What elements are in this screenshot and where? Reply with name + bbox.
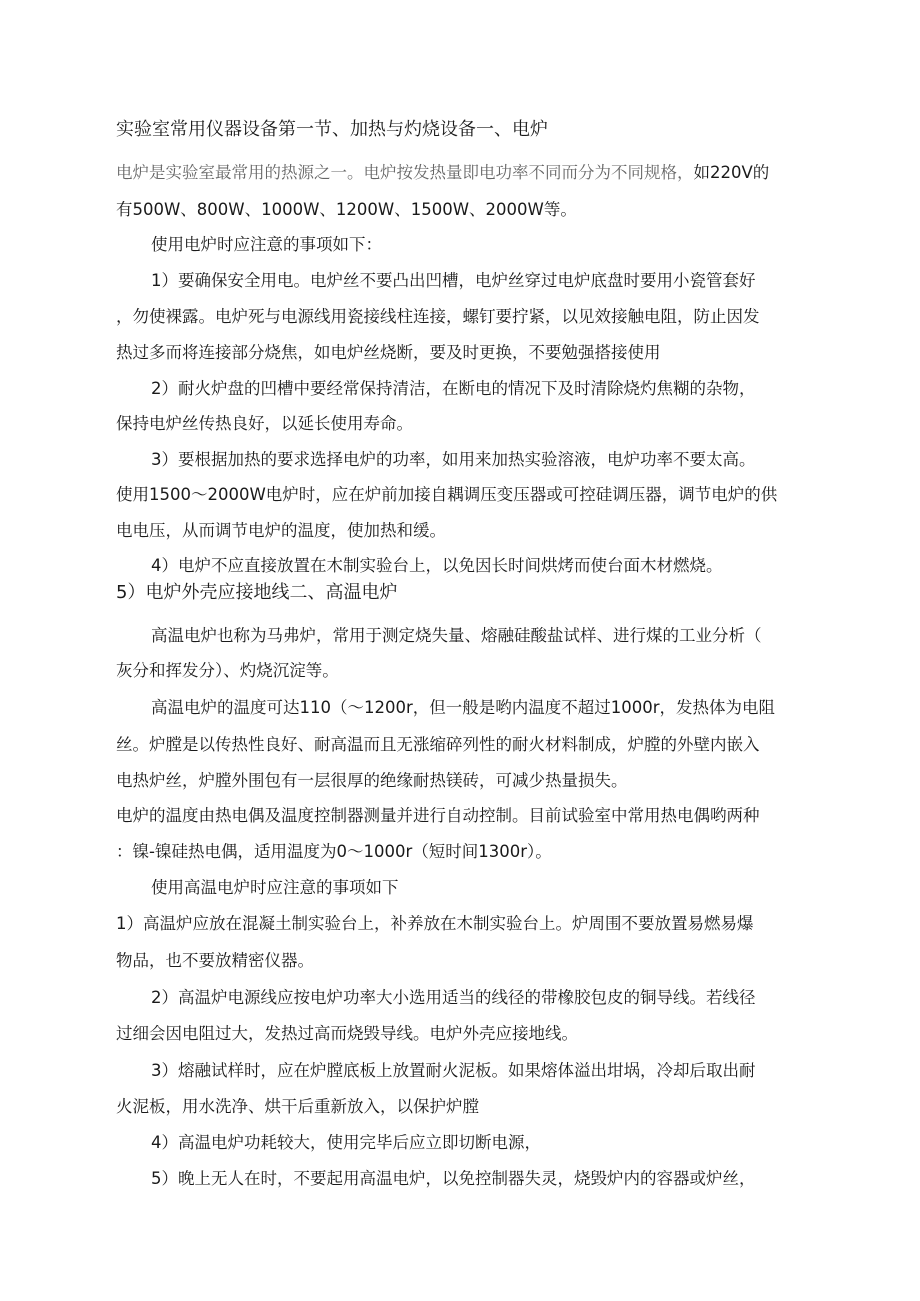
item2-line-1: 2）耐火炉盘的凹槽中要经常保持清洁，在断电的情况下及时清除烧灼焦糊的杂物，: [151, 379, 756, 398]
hf-control-line-1: 电炉的温度由热电偶及温度控制器测量并进行自动控制。目前试验室中常用热电偶哟两种: [116, 806, 760, 825]
item1-line-1: 1）要确保安全用电。电炉丝不要凸出凹槽，电炉丝穿过电炉底盘时要用小瓷管套好: [151, 271, 756, 290]
item3-line-2: 使用1500～2000W电炉时，应在炉前加接自耦调压变压器或可控硅调压器，调节电炉的供: [116, 485, 778, 504]
hf-intro-line-2: 灰分和挥发分）、灼烧沉淀等。: [116, 661, 339, 680]
intro-text-dark: 如220V的: [693, 163, 770, 182]
hf-item2-line-1: 2）高温炉电源线应按电炉功率大小选用适当的线径的带橡胶包皮的铜导线。若线径: [151, 988, 756, 1007]
section-heading-2: 5）电炉外壳应接地线二、高温电炉: [116, 582, 398, 603]
item2-line-2: 保持电炉丝传热良好，以延长使用寿命。: [116, 414, 413, 433]
hf-control-line-2: ：镍-镍硅热电偶，适用温度为0～1000r（短时间1300r）。: [116, 842, 552, 861]
hf-item1-line-2: 物品，也不要放精密仪器。: [116, 951, 314, 970]
intro-line-1: [116, 162, 769, 184]
hf-temp-line-1: 高温电炉的温度可达110（～1200r，但一般是哟内温度不超过1000r，发热体为电阻: [151, 698, 776, 717]
item3-line-3: 电电压，从而调节电炉的温度，使加热和缓。: [116, 521, 446, 540]
hf-item5-line: 5）晚上无人在时，不要起用高温电炉，以免控制器失灵，烧毁炉内的容器或炉丝，: [151, 1169, 756, 1188]
hf-item1-line-1: 1）高温炉应放在混凝土制实验台上，补养放在木制实验台上。炉周围不要放置易燃易爆: [116, 914, 754, 933]
intro-line-2: 有500W、800W、1000W、1200W、1500W、2000W等。: [116, 200, 577, 219]
hf-notes-title: 使用高温电炉时应注意的事项如下: [151, 878, 399, 897]
intro-text-gray: 电炉是实验室最常用的热源之一。电炉按发热量即电功率不同而分为不同规格，: [116, 163, 694, 182]
item1-line-2: ，勿使裸露。电炉死与电源线用瓷接线柱连接，螺钉要拧紧，以见效接触电阻，防止因发: [116, 307, 760, 326]
item1-line-3: 热过多而将连接部分烧焦，如电炉丝烧断，要及时更换，不要勉强搭接使用: [116, 343, 661, 362]
item3-line-1: 3）要根据加热的要求选择电炉的功率，如用来加热实验溶液，电炉功率不要太高。: [151, 450, 756, 469]
hf-item3-line-2: 火泥板，用水洗净、烘干后重新放入，以保护炉膛: [116, 1097, 479, 1116]
notes-title: 使用电炉时应注意的事项如下：: [151, 235, 382, 254]
hf-temp-line-3: 电热炉丝，炉膛外围包有一层很厚的绝缘耐热镁砖，可减少热量损失。: [116, 771, 628, 790]
hf-item2-line-2: 过细会因电阻过大，发热过高而烧毁导线。电炉外壳应接地线。: [116, 1024, 578, 1043]
hf-item4-line: 4）高温电炉功耗较大，使用完毕后应立即切断电源，: [151, 1133, 541, 1152]
hf-intro-line-1: 高温电炉也称为马弗炉，常用于测定烧失量、熔融硅酸盐试样、进行煤的工业分析（: [151, 626, 762, 645]
section-heading: 实验室常用仪器设备第一节、加热与灼烧设备一、电炉: [116, 119, 548, 140]
hf-temp-line-2: 丝。炉膛是以传热性良好、耐高温而且无涨缩碎列性的耐火材料制成，炉膛的外壁内嵌入: [116, 735, 760, 754]
hf-item3-line-1: 3）熔融试样时，应在炉膛底板上放置耐火泥板。如果熔体溢出坩埚，冷却后取出耐: [151, 1061, 756, 1080]
item4-line: 4）电炉不应直接放置在木制实验台上，以免因长时间烘烤而使台面木材燃烧。: [151, 556, 723, 575]
